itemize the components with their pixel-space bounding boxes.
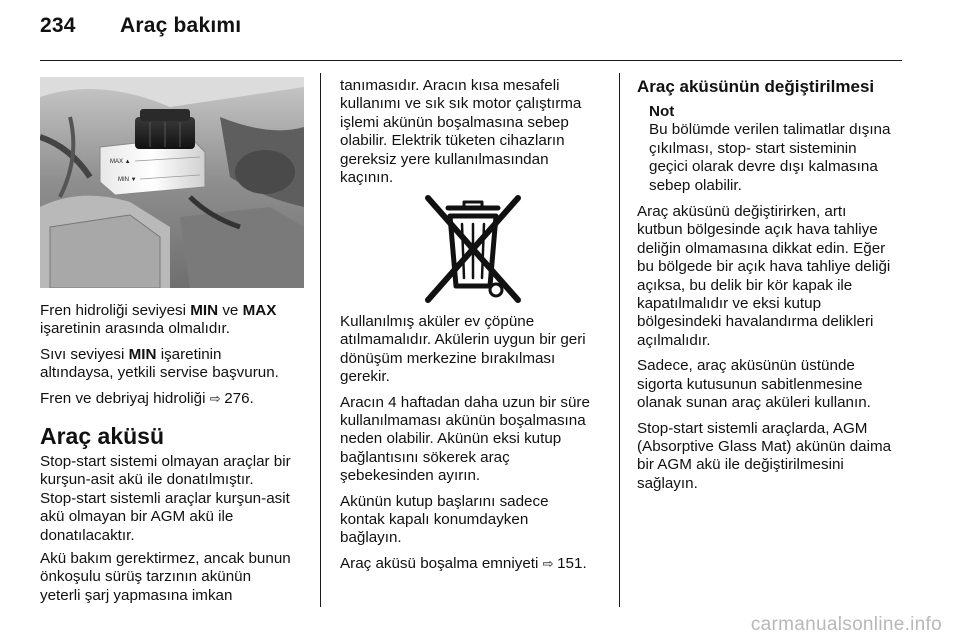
crossed-out-bin-icon: [418, 190, 528, 310]
engine-bay-illustration: [40, 77, 304, 288]
paragraph-agm: Stop-start sistemli araçlarda, AGM (Absorptive Glass Mat) akünün daima bir AGM akü ile değiştirilmesini sağlayın.: [637, 419, 892, 492]
paragraph-short-trips: tanımasıdır. Aracın kısa mesafeli kullanımı ve sık sık motor çalıştırma işlemi akünün boşalmasına sebep olabilir. Elektrik tüketen cihazların gereksiz yere kullanılmasından kaçının.: [340, 77, 582, 187]
paragraph-terminal-connection: Akünün kutup başlarını sadece kontak kapalı konumdayken bağlayın.: [340, 492, 549, 547]
column-2: [340, 77, 615, 194]
section-heading-battery: Araç aküsü: [40, 423, 165, 450]
brake-fluid-reservoir-photo: [40, 77, 304, 288]
paragraph-maintenance-free: Akü bakım gerektirmez, ancak bunun önkoşulu sürüş tarzının akünün yeterli şarj yapmasına imkan: [40, 550, 291, 604]
page-header: [40, 14, 241, 38]
paragraph-brake-clutch-ref: Fren ve debriyaj hidroliği ⇨ 276.: [40, 389, 254, 407]
page-ref-icon: ⇨: [542, 555, 558, 571]
note-box: Not Bu bölümde verilen talimatlar dışına çıkılması, stop- start sisteminin geçici olarak devre dışı kalmasına sebep olabilir.: [637, 103, 907, 195]
paragraph-discharge-protection-ref: Araç aküsü boşalma emniyeti ⇨ 151.: [340, 554, 587, 572]
paragraph-long-storage: Aracın 4 haftadan daha uzun bir süre kullanılmaması akünün boşalmasına neden olabilir. Akünün eksi kutup bağlantısını sökerek araç şebekesinden ayırın.: [340, 393, 590, 485]
page-ref-link[interactable]: 276.: [224, 389, 254, 407]
min-mark-label: MIN ▼: [118, 177, 137, 183]
column-3: [637, 77, 907, 500]
column-divider-1: [320, 73, 321, 607]
column-divider-2: [619, 73, 620, 607]
column-2-lower: [340, 313, 615, 580]
paragraph-below-min: Sıvı seviyesi MIN işaretinin altındaysa, yetkili servise başvurun.: [40, 345, 279, 382]
column-1: [40, 302, 312, 612]
page-title: Araç bakımı: [120, 14, 242, 37]
watermark: carmanualsonline.info: [750, 614, 942, 635]
page-ref-icon: ⇨: [209, 390, 225, 406]
header-rule: [40, 60, 902, 61]
section-heading-battery-replacement: Araç aküsünün değiştirilmesi: [637, 77, 875, 96]
paragraph-disposal: Kullanılmış aküler ev çöpüne atılmamalıdır. Akülerin uygun bir geri dönüşüm merkezine bırakılması gerekir.: [340, 313, 586, 386]
page-ref-link[interactable]: 151.: [557, 554, 587, 572]
paragraph-fuse-box: Sadece, araç aküsünün üstünde sigorta kutusunun sabitlenmesine olanak sunan araç aküleri kullanın.: [637, 357, 871, 412]
note-label: Not: [649, 103, 675, 120]
max-mark-label: MAX ▲: [110, 159, 131, 165]
paragraph-vent-hole: Araç aküsünü değiştirirken, artı kutbun bölgesinde açık hava tahliye deliğin olmamasına dikkat edin. Eğer bu bölgede bir açık hava tahliye deliği açıksa, bu delik bir kör kapak ile kapatılmalıdır ve eksi kutup bölgesindeki havalandırma delikleri açılmalıdır.: [637, 203, 891, 349]
page-number: 234: [40, 14, 76, 37]
paragraph-battery-types: Stop-start sistemi olmayan araçlar bir kurşun-asit akü ile donatılmıştır. Stop-start sistemli araçlar kurşun-asit akü olmayan bir AGM akü ile donatılacaktır.: [40, 453, 291, 544]
paragraph-fluid-level: Fren hidroliği seviyesi MIN ve MAX işaretinin arasında olmalıdır.: [40, 302, 277, 338]
